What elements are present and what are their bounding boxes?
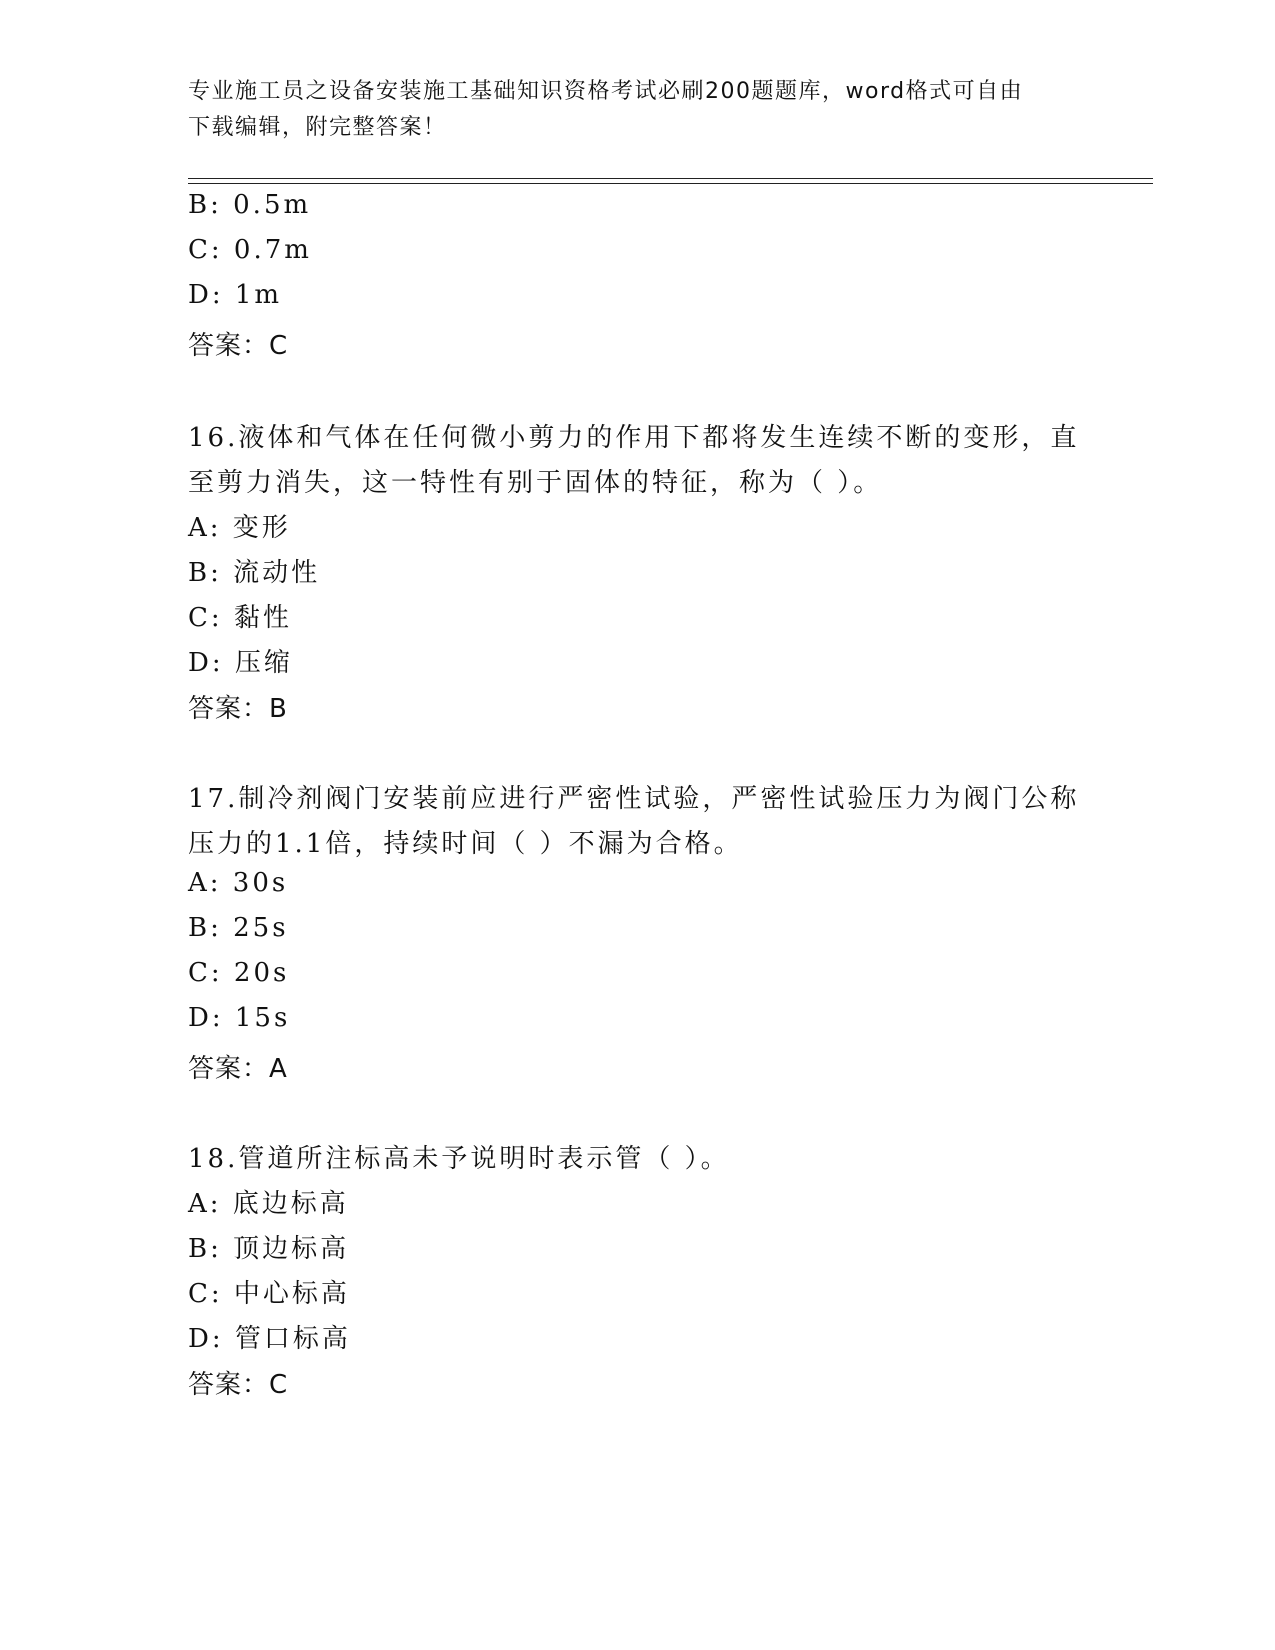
q16-option-d: D: 压缩	[188, 648, 293, 678]
q16-answer: 答案：B	[188, 694, 288, 724]
header-divider-bottom	[188, 183, 1153, 184]
q15-option-b: B: 0.5m	[188, 190, 312, 220]
q16-option-b: B: 流动性	[188, 558, 321, 588]
q16-stem-line-1: 16.液体和气体在任何微小剪力的作用下都将发生连续不断的变形，直	[188, 423, 1080, 453]
q17-option-b: B: 25s	[188, 913, 289, 943]
q15-answer: 答案：C	[188, 331, 289, 361]
header-title-line-2: 下载编辑，附完整答案！	[188, 115, 447, 140]
header-divider-top	[188, 178, 1153, 179]
q16-stem-line-2: 至剪力消失，这一特性有别于固体的特征，称为（ ）。	[188, 468, 883, 498]
q18-answer: 答案：C	[188, 1370, 289, 1400]
header-title-line-1: 专业施工员之设备安装施工基础知识资格考试必刷200题题库，word格式可自由	[188, 79, 1024, 104]
document-header	[188, 74, 1088, 146]
q16-option-c: C: 黏性	[188, 603, 292, 633]
q15-option-d: D: 1m	[188, 280, 283, 310]
q17-option-a: A: 30s	[188, 868, 289, 898]
q17-option-c: C: 20s	[188, 958, 290, 988]
q17-option-d: D: 15s	[188, 1003, 291, 1033]
q16-option-a: A: 变形	[188, 513, 291, 543]
q17-stem-line-1: 17.制冷剂阀门安装前应进行严密性试验，严密性试验压力为阀门公称	[188, 784, 1080, 814]
q17-stem-line-2: 压力的1.1倍，持续时间（ ）不漏为合格。	[188, 829, 743, 859]
q18-option-d: D: 管口标高	[188, 1324, 351, 1354]
q18-option-a: A: 底边标高	[188, 1189, 349, 1219]
q15-option-c: C: 0.7m	[188, 235, 312, 265]
q18-option-b: B: 顶边标高	[188, 1234, 350, 1264]
q17-answer: 答案：A	[188, 1054, 288, 1084]
q18-option-c: C: 中心标高	[188, 1279, 350, 1309]
q18-stem-line-1: 18.管道所注标高未予说明时表示管（ ）。	[188, 1144, 730, 1174]
